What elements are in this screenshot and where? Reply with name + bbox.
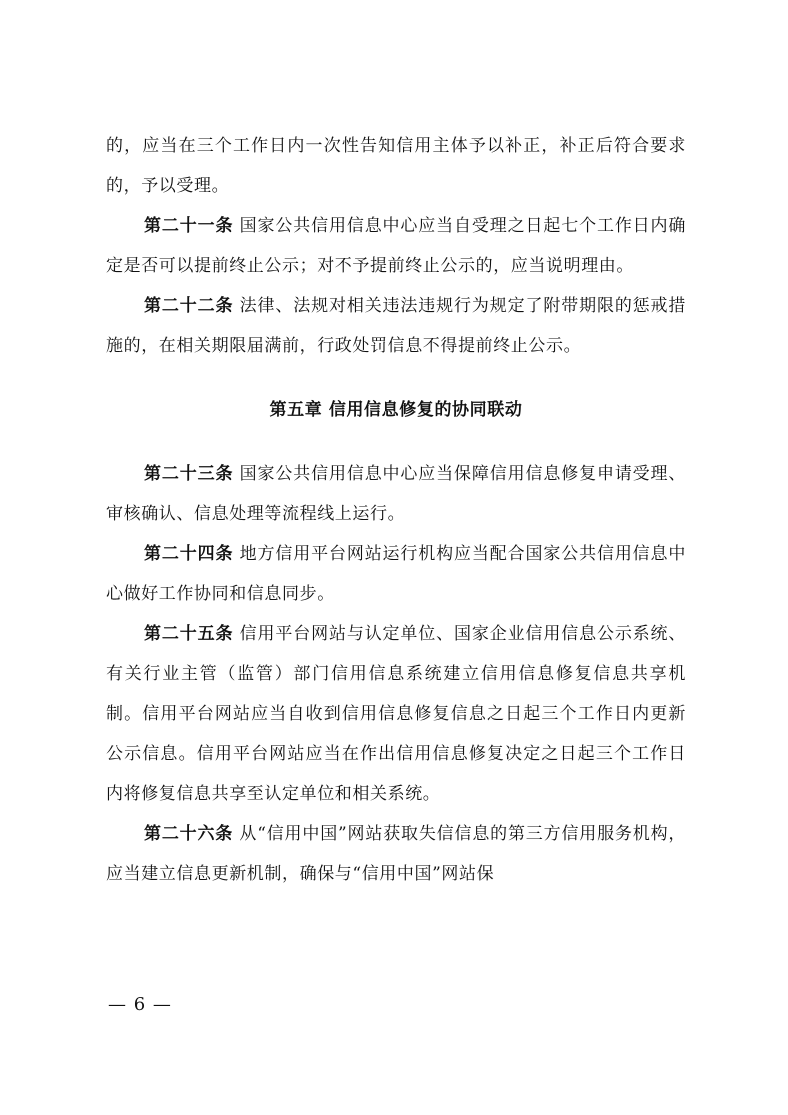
document-body [106,126,686,894]
article-text: 地方信用平台网站运行机构应当配合国家公共信用信息中心做好工作协同和信息同步。 [106,544,687,604]
article-number: 第二十五条 [144,624,234,644]
chapter-title: 第五章 信用信息修复的协同联动 [269,400,523,420]
article-number: 第二十二条 [144,296,234,316]
article-number: 第二十六条 [144,824,234,844]
article-text: 法律、法规对相关违法违规行为规定了附带期限的惩戒措施的，在相关期限届满前，行政处罚信息不得提前终止公示。 [106,296,687,356]
article-21 [106,206,686,286]
article-26 [106,814,686,894]
article-number: 第二十四条 [144,544,234,564]
article-24 [106,534,686,614]
article-text: 从“信用中国”网站获取失信信息的第三方信用服务机构，应当建立信息更新机制，确保与“信用中国”网站保 [106,824,687,884]
article-text: 国家公共信用信息中心应当保障信用信息修复申请受理、审核确认、信息处理等流程线上运行。 [106,464,687,524]
article-number: 第二十一条 [144,216,234,236]
continuation-paragraph: 的，应当在三个工作日内一次性告知信用主体予以补正，补正后符合要求的，予以受理。 [106,136,686,196]
page-number: — 6 — [108,994,172,1015]
article-text: 信用平台网站与认定单位、国家企业信用信息公示系统、有关行业主管（监管）部门信用信息系统建立信用信息修复信息共享机制。信用平台网站应当自收到信用信息修复信息之日起三个工作日内更新公示信息。信用平台网站应当在作出信用信息修复决定之日起三个工作日内将修复信息共享至认定单位和相关系统。 [106,624,687,804]
article-25 [106,614,686,814]
article-23 [106,454,686,534]
article-number: 第二十三条 [144,464,234,484]
article-text: 国家公共信用信息中心应当自受理之日起七个工作日内确定是否可以提前终止公示；对不予提前终止公示的，应当说明理由。 [106,216,687,276]
article-22 [106,286,686,366]
